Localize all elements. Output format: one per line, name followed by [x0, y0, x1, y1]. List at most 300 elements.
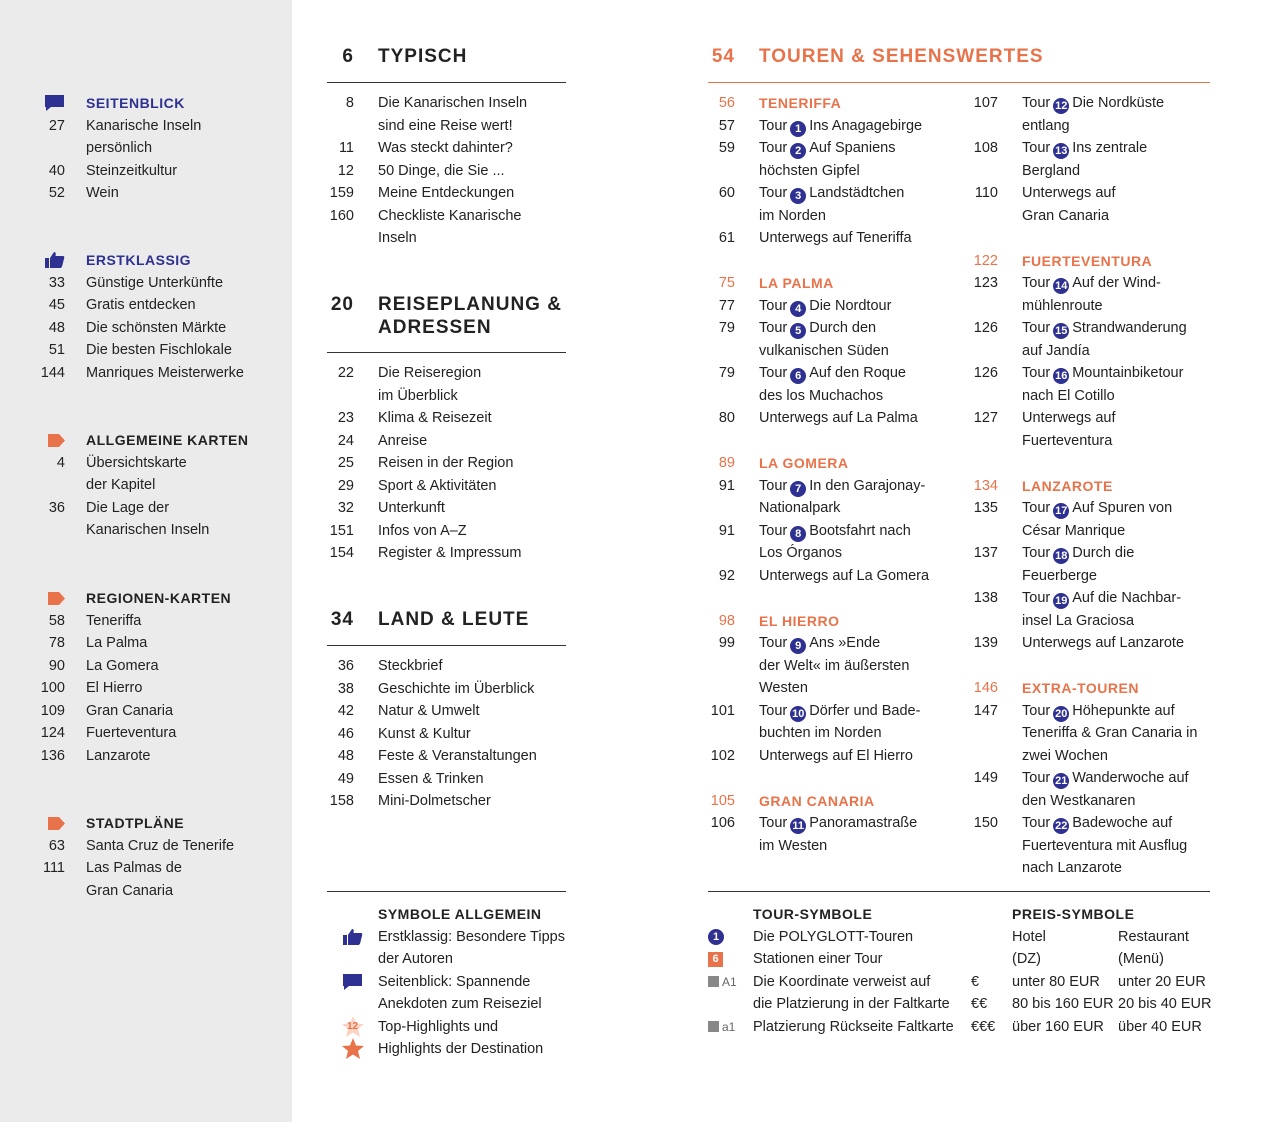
tour-word: Tour: [1022, 365, 1051, 381]
region-heading[interactable]: [971, 677, 1197, 700]
page-number: 27: [48, 117, 65, 134]
tour-text: In den Garajonay-: [809, 477, 926, 494]
tour-number-icon: 11: [790, 818, 806, 834]
tour-item[interactable]: [708, 430, 929, 453]
list-item[interactable]: [327, 497, 521, 520]
tour-number-icon: 18: [1055, 550, 1068, 562]
list-item[interactable]: [0, 160, 201, 183]
page-number: [971, 655, 998, 678]
tour-text: Auf Spuren von: [1072, 500, 1173, 516]
entry-title: Die Lage der: [86, 499, 170, 516]
list-item[interactable]: [327, 227, 527, 250]
entry-title: Fuerteventura: [1022, 432, 1113, 449]
tour-item[interactable]: [708, 497, 929, 520]
tour-item[interactable]: [708, 340, 929, 363]
page-number: [708, 205, 735, 228]
entry-title: La Palma: [86, 635, 148, 651]
tour-number-icon: 4: [790, 301, 806, 317]
page-number: 110: [974, 185, 998, 201]
tour-text: Landstädtchen: [809, 185, 905, 201]
tour-word: Tour: [759, 320, 788, 336]
page-number: 61: [718, 230, 735, 246]
tour-item[interactable]: [971, 610, 1197, 633]
page-number: 158: [329, 793, 354, 809]
tour-item[interactable]: [971, 565, 1197, 588]
page-number: 91: [718, 522, 735, 539]
section-reiseplanung-heading[interactable]: 20 REISEPLANUNG & ADRESSEN: [330, 294, 562, 338]
tour-item[interactable]: [708, 385, 929, 408]
entry-title: Feste & Veranstaltungen: [378, 748, 537, 764]
tour-title: [1022, 362, 1183, 385]
tour-item[interactable]: [971, 542, 1197, 565]
list-item[interactable]: [327, 430, 521, 453]
list-item[interactable]: [327, 407, 521, 430]
tour-item[interactable]: [708, 722, 929, 745]
tour-text: Dörfer und Bade-: [809, 702, 921, 719]
page-number: [971, 430, 998, 453]
tour-word: Tour: [1022, 815, 1051, 831]
list-item[interactable]: [0, 452, 249, 475]
tour-item[interactable]: [708, 632, 929, 655]
page-number: 100: [40, 680, 65, 696]
entry-title: César Manrique: [1022, 522, 1126, 539]
entry-title: Inseln: [378, 230, 417, 246]
tour-title: [1022, 92, 1164, 115]
tour-word: Tour: [759, 117, 788, 134]
entry-title: Die schönsten Märkte: [86, 319, 227, 336]
list-item[interactable]: [0, 632, 231, 655]
tour-item[interactable]: [971, 655, 1197, 678]
page-number: 99: [718, 635, 735, 651]
tour-text: Durch die: [1072, 545, 1135, 561]
tour-item[interactable]: [971, 812, 1197, 835]
list-item[interactable]: [327, 700, 537, 723]
section-title[interactable]: REGIONEN-KARTEN: [86, 590, 232, 607]
tour-text: Panoramastraße: [809, 815, 918, 831]
divider: [327, 645, 566, 646]
tour-word: Tour: [759, 522, 788, 539]
list-item[interactable]: [0, 317, 244, 340]
page-number: 51: [48, 342, 65, 358]
page-number: 139: [973, 635, 998, 651]
page-number: 58: [48, 612, 65, 629]
tour-item[interactable]: [708, 295, 929, 318]
entry-title: höchsten Gipfel: [759, 162, 860, 179]
tour-title: [1022, 317, 1187, 340]
tour-item[interactable]: [708, 835, 929, 858]
tour-item[interactable]: [708, 227, 929, 250]
section-touren-heading[interactable]: 54 TOUREN & SEHENSWERTES: [711, 46, 1044, 67]
tour-word: Tour: [759, 365, 788, 381]
entry-title: Unterkunft: [378, 500, 445, 516]
sidebar-allgemeine-karten: [0, 429, 249, 542]
tour-number-icon: 1: [790, 121, 806, 137]
page-number: [971, 745, 998, 768]
tour-text: Auf der Wind-: [1072, 275, 1161, 291]
region-title: LA PALMA: [759, 275, 834, 291]
entry-title: zwei Wochen: [1022, 747, 1108, 764]
page-number: [708, 160, 735, 183]
entry-title: Kanarische Inseln: [86, 117, 202, 134]
tour-title: [1022, 587, 1181, 610]
tour-item[interactable]: [971, 407, 1197, 430]
list-item[interactable]: [0, 610, 231, 633]
tour-word: Tour: [1022, 702, 1051, 719]
list-item[interactable]: [327, 92, 527, 115]
page-number: 36: [48, 499, 65, 516]
tour-text: Strandwanderung: [1072, 320, 1187, 336]
tour-title: [759, 475, 925, 498]
entry-title: Die Reiseregion: [378, 365, 482, 381]
page-number: 36: [337, 658, 354, 674]
entry-title: Unterwegs auf La Gomera: [759, 567, 930, 584]
tour-word: Tour: [1022, 770, 1051, 786]
tour-item[interactable]: [971, 272, 1197, 295]
list-item[interactable]: [327, 790, 537, 813]
list-item[interactable]: [327, 678, 537, 701]
list-item[interactable]: [327, 137, 527, 160]
tour-item[interactable]: [971, 295, 1197, 318]
page-number: 134: [973, 477, 998, 494]
tour-item[interactable]: [708, 565, 929, 588]
page-number: 111: [42, 860, 65, 876]
tour-item[interactable]: [971, 137, 1197, 160]
list-item[interactable]: [327, 542, 521, 565]
tour-word: Tour: [759, 297, 788, 314]
touren-column-1: [708, 92, 929, 857]
list-item[interactable]: [0, 655, 231, 678]
list-item[interactable]: [327, 452, 521, 475]
page-number: [708, 542, 735, 565]
page-number: [971, 385, 998, 408]
region-heading[interactable]: [708, 610, 929, 633]
tour-number-icon: 7: [790, 481, 806, 497]
sidebar-stadtplaene: [0, 812, 234, 902]
list-item[interactable]: [327, 475, 521, 498]
tour-item[interactable]: [971, 430, 1197, 453]
list-item[interactable]: [327, 205, 527, 228]
tour-item[interactable]: [971, 92, 1197, 115]
list-item[interactable]: [0, 272, 244, 295]
tour-text: Höhepunkte auf: [1072, 702, 1175, 719]
list-item[interactable]: [327, 115, 527, 138]
tour-text: Bootsfahrt nach: [809, 522, 911, 539]
tour-item[interactable]: [708, 587, 929, 610]
list-item[interactable]: [0, 294, 244, 317]
page-number: [708, 835, 735, 858]
page-number: 108: [973, 140, 998, 156]
divider: [327, 891, 566, 892]
region-title: FUERTEVENTURA: [1022, 252, 1153, 269]
page-number: 135: [973, 500, 998, 516]
region-heading[interactable]: [708, 272, 929, 295]
tour-item[interactable]: [971, 205, 1197, 228]
divider: [708, 82, 1210, 83]
section-land-heading[interactable]: 34 LAND & LEUTE: [330, 609, 530, 630]
page-number: 144: [40, 364, 65, 381]
preis-symbole-legend: PREIS-SYMBOLE Hotel Restaurant (DZ) (Menü) € unter 80 EUR unter 20 EUR €€ 80 bis 160 EUR 20 bis 40 EUR €€€ über 160 EUR über 40 EUR: [971, 903, 1212, 1038]
tour-text: Auf Spaniens: [809, 140, 896, 156]
tour-number-icon: 3: [790, 188, 806, 204]
legend-title: TOUR-SYMBOLE: [753, 906, 873, 922]
entry-title: Reisen in der Region: [378, 455, 514, 471]
tour-number-icon: 12: [1055, 100, 1068, 112]
region-heading[interactable]: [708, 452, 929, 475]
page-number: 151: [329, 522, 354, 539]
entry-title: Unterwegs auf Teneriffa: [759, 230, 912, 246]
station-square-icon: 6: [708, 952, 723, 967]
page-number: 138: [973, 590, 998, 606]
land-list: [327, 655, 537, 813]
entry-title: Los Órganos: [759, 545, 843, 561]
entry-title: Fuerteventura: [86, 725, 177, 741]
entry-title: buchten im Norden: [759, 725, 882, 741]
entry-title: Unterwegs auf Lanzarote: [1022, 635, 1185, 651]
entry-title: Register & Impressum: [378, 545, 522, 561]
star-icon: [327, 1038, 378, 1061]
tour-item[interactable]: [708, 205, 929, 228]
tour-text: Auf die Nachbar-: [1072, 590, 1182, 606]
tour-number-icon: 15: [1055, 325, 1068, 337]
tour-title: [759, 520, 911, 543]
page-number: 154: [329, 545, 354, 561]
tour-item[interactable]: [971, 857, 1197, 880]
tour-word: Tour: [759, 477, 788, 494]
tour-item[interactable]: [708, 520, 929, 543]
page-number: 59: [718, 140, 735, 156]
entry-title: nach El Cotillo: [1022, 387, 1115, 404]
entry-title: Klima & Reisezeit: [378, 410, 492, 426]
list-item[interactable]: [0, 497, 249, 520]
tour-item[interactable]: [708, 745, 929, 768]
tour-item[interactable]: [708, 677, 929, 700]
list-item[interactable]: [0, 519, 249, 542]
page-number: 77: [718, 297, 735, 314]
page-number: [708, 250, 735, 273]
entry-title: Die besten Fischlokale: [86, 342, 232, 358]
page-number: 48: [337, 748, 354, 764]
list-item[interactable]: [327, 160, 527, 183]
tour-item[interactable]: [971, 497, 1197, 520]
entry-title: Westen: [759, 680, 808, 696]
divider: [327, 82, 566, 83]
list-item[interactable]: [0, 339, 244, 362]
divider: [708, 891, 1210, 892]
tour-item[interactable]: [708, 767, 929, 790]
tour-item[interactable]: [708, 137, 929, 160]
page-number: 150: [973, 815, 998, 831]
page-number: 23: [337, 410, 354, 426]
tour-number-icon: 10: [792, 707, 805, 720]
sidebar-regionen-karten: [0, 587, 231, 767]
tour-item[interactable]: [971, 767, 1197, 790]
entry-title: insel La Graciosa: [1022, 612, 1135, 629]
page-number: [708, 430, 735, 453]
page-number: [327, 227, 354, 250]
tour-title: [759, 632, 880, 655]
entry-title: Meine Entdeckungen: [378, 185, 515, 201]
page-number: [0, 519, 65, 542]
tour-number-icon: 5: [790, 323, 806, 339]
region-heading[interactable]: [708, 790, 929, 813]
tag-arrow-icon: [0, 434, 65, 447]
page-number: [971, 520, 998, 543]
tour-number-icon: 22: [1055, 820, 1068, 832]
entry-title: Sport & Aktivitäten: [378, 477, 497, 494]
tour-item[interactable]: [971, 835, 1197, 858]
region-title: EXTRA-TOUREN: [1022, 680, 1139, 696]
tour-item[interactable]: [708, 115, 929, 138]
region-heading[interactable]: [708, 92, 929, 115]
list-item[interactable]: [0, 182, 201, 205]
tour-item[interactable]: [708, 250, 929, 273]
page-number: 126: [973, 365, 998, 381]
list-item[interactable]: [0, 857, 234, 880]
list-item[interactable]: [0, 677, 231, 700]
list-item[interactable]: [0, 700, 231, 723]
tour-item[interactable]: [971, 587, 1197, 610]
thumbs-up-icon: [0, 251, 65, 269]
list-item[interactable]: [0, 835, 234, 858]
tour-item[interactable]: [971, 115, 1197, 138]
tour-item[interactable]: [708, 655, 929, 678]
tour-item[interactable]: [971, 632, 1197, 655]
list-item[interactable]: [327, 655, 537, 678]
section-title[interactable]: ERSTKLASSIG: [86, 252, 192, 269]
page-number: [971, 340, 998, 363]
page-number: [971, 722, 998, 745]
list-item[interactable]: [327, 520, 521, 543]
tour-item[interactable]: [971, 340, 1197, 363]
page-number: 8: [345, 95, 354, 111]
page-number: [971, 295, 998, 318]
entry-title: persönlich: [86, 140, 153, 156]
entry-title: Feuerberge: [1022, 567, 1097, 584]
list-item[interactable]: [327, 362, 521, 385]
list-item[interactable]: [0, 115, 201, 138]
tour-title: [759, 137, 895, 160]
tour-item[interactable]: [708, 182, 929, 205]
list-item[interactable]: [327, 385, 521, 408]
tour-word: Tour: [759, 185, 788, 201]
tour-title: [759, 182, 904, 205]
entry-title: auf Jandía: [1022, 342, 1090, 359]
page-number: [971, 227, 998, 250]
entry-title: Geschichte im Überblick: [378, 680, 535, 697]
tour-text: Die Nordküste: [1072, 95, 1165, 111]
tour-title: [1022, 767, 1189, 790]
tour-item[interactable]: [971, 745, 1197, 768]
list-item[interactable]: [0, 745, 231, 768]
tour-item[interactable]: [971, 182, 1197, 205]
tour-item[interactable]: [971, 317, 1197, 340]
tour-item[interactable]: [708, 317, 929, 340]
region-heading[interactable]: [971, 475, 1197, 498]
list-item[interactable]: [0, 362, 244, 385]
entry-title: Die Kanarischen Inseln: [378, 95, 528, 111]
list-item[interactable]: [0, 137, 201, 160]
entry-title: entlang: [1022, 117, 1070, 134]
page-number: 75: [718, 275, 735, 291]
region-heading[interactable]: [971, 250, 1197, 273]
typisch-list: [327, 92, 527, 250]
page-number: 98: [718, 612, 735, 629]
page-number: 52: [48, 185, 65, 201]
list-item[interactable]: [0, 474, 249, 497]
tour-item[interactable]: [708, 160, 929, 183]
tour-title: [1022, 700, 1175, 723]
symbole-legend: SYMBOLE ALLGEMEIN Erstklassig: Besondere Tipps der Autoren Seitenblick: Spannende Anekdoten zum Reiseziel 12 Top-Highlights und Highlights der Destination: [327, 903, 565, 1061]
tour-item[interactable]: [971, 385, 1197, 408]
list-item[interactable]: [327, 768, 537, 791]
page-number: 91: [718, 477, 735, 494]
tour-item[interactable]: [708, 700, 929, 723]
tour-item[interactable]: [971, 722, 1197, 745]
entry-title: Lanzarote: [86, 747, 151, 764]
section-title[interactable]: SEITENBLICK: [86, 95, 185, 112]
tour-title: [759, 362, 906, 385]
page-number: [708, 677, 735, 700]
page-number: [327, 385, 354, 408]
page-number: [0, 880, 65, 903]
page-number: 136: [40, 747, 65, 764]
tour-word: Tour: [759, 140, 788, 156]
tour-item[interactable]: [708, 812, 929, 835]
tour-item[interactable]: [971, 160, 1197, 183]
tour-number-icon: 21: [1055, 775, 1068, 787]
tour-item[interactable]: [708, 407, 929, 430]
tour-item[interactable]: [708, 362, 929, 385]
page-number: 29: [337, 477, 354, 494]
tour-item[interactable]: [971, 227, 1197, 250]
tour-item[interactable]: [971, 520, 1197, 543]
page-number: 60: [718, 185, 735, 201]
tour-item[interactable]: [708, 475, 929, 498]
page-number: 32: [337, 500, 354, 516]
list-item[interactable]: [0, 722, 231, 745]
page-number: 22: [337, 365, 354, 381]
list-item[interactable]: [327, 745, 537, 768]
entry-title: Kunst & Kultur: [378, 725, 471, 742]
tour-item[interactable]: [708, 542, 929, 565]
entry-title: Teneriffa & Gran Canaria in: [1022, 725, 1198, 741]
page-number: 89: [718, 455, 735, 471]
entry-title: Manriques Meisterwerke: [86, 364, 244, 381]
region-title: LA GOMERA: [759, 455, 849, 471]
page-number: [708, 340, 735, 363]
tour-number-icon: 20: [1055, 707, 1068, 720]
section-title[interactable]: STADTPLÄNE: [86, 815, 185, 832]
entry-title: Unterwegs auf: [1022, 185, 1116, 201]
entry-title: Gratis entdecken: [86, 297, 196, 313]
page-number: [971, 452, 998, 475]
section-typisch-heading[interactable]: 6 TYPISCH: [342, 46, 468, 67]
list-item[interactable]: [327, 182, 527, 205]
section-title[interactable]: ALLGEMEINE KARTEN: [86, 432, 249, 449]
page-number: [708, 722, 735, 745]
tour-item[interactable]: [971, 362, 1197, 385]
entry-title: des los Muchachos: [759, 387, 884, 404]
tour-text: Mountainbiketour: [1072, 365, 1184, 381]
page-number: 147: [973, 702, 998, 719]
tour-item[interactable]: [971, 700, 1197, 723]
tour-item[interactable]: [971, 452, 1197, 475]
tour-item[interactable]: [971, 790, 1197, 813]
tour-text: Die Nordtour: [809, 297, 892, 314]
touren-column-2: [971, 92, 1197, 880]
list-item[interactable]: [327, 723, 537, 746]
list-item[interactable]: [0, 880, 234, 903]
